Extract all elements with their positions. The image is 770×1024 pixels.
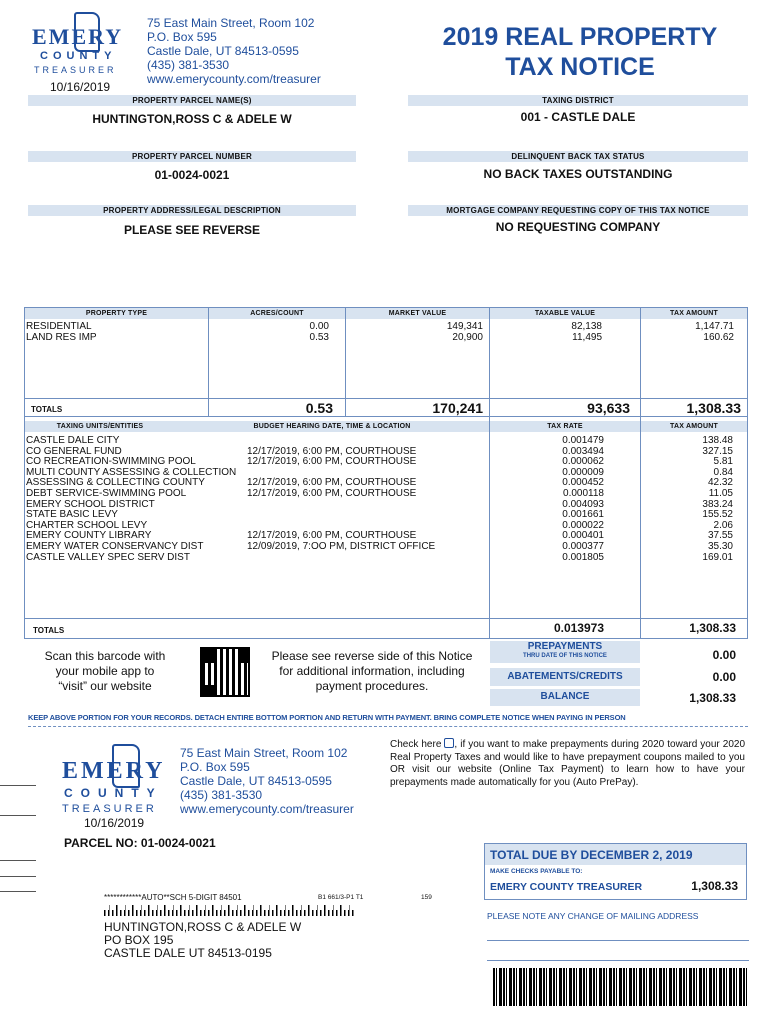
logo-county: COUNTY [64, 786, 163, 800]
cell: 12/17/2019, 6:00 PM, COURTHOUSE [247, 456, 417, 468]
address-line: CASTLE DALE UT 84513-0195 [104, 946, 272, 960]
cell: 0.00 [309, 321, 329, 332]
delinquent-label: DELINQUENT BACK TAX STATUS [408, 151, 748, 162]
col-taxable: TAXABLE VALUE [490, 308, 640, 319]
taxing-district-value: 001 - CASTLE DALE [520, 110, 636, 124]
prepay-text: , if you want to make prepayments during 2020 toward your 2020 Real Property Taxes and would like to have prepayment coupons mailed to you OR visit our website (Online Tax Payment) to learn how to have your prepayments made automatically for you (Auto PrePay). [390, 739, 746, 788]
cell: 0.000022 [562, 519, 604, 531]
address-line: 75 East Main Street, Room 102 [147, 16, 315, 30]
notice-date: 10/16/2019 [50, 80, 111, 94]
logo-county: COUNTY [40, 50, 117, 62]
total-due-label: TOTAL DUE BY DECEMBER 2, 2019 [490, 848, 693, 862]
cell: 149,341 [446, 321, 483, 332]
total-rate: 0.013973 [553, 621, 604, 635]
property-taxable [490, 322, 602, 343]
col-acres: ACRES/COUNT [209, 308, 345, 319]
cell: 0.000452 [562, 477, 604, 489]
address-line: (435) 381-3530 [147, 58, 230, 72]
property-totals-label: TOTALS [31, 405, 63, 414]
county-logo [30, 10, 130, 80]
address-line: www.emerycounty.com/treasurer [180, 802, 354, 816]
prepay-checkbox[interactable] [444, 738, 454, 748]
address-line: P.O. Box 595 [147, 30, 217, 44]
cell: 0.000377 [562, 540, 604, 552]
detach-notice: KEEP ABOVE PORTION FOR YOUR RECORDS. DETACH ENTIRE BOTTOM PORTION AND RETURN WITH PAYMENT. BRING COMPLETE NOTICE WHEN PAYING IN PERSON [28, 713, 626, 722]
property-address-value: PLEASE SEE REVERSE [123, 223, 261, 237]
parcel-number-label: PROPERTY PARCEL NUMBER [28, 151, 356, 162]
stub-parcel-no: PARCEL NO: 01-0024-0021 [64, 836, 216, 850]
title-line: TAX NOTICE [505, 53, 655, 81]
text-line: Please see reverse side of this Notice [271, 649, 473, 663]
address-line: Castle Dale, UT 84513-0595 [180, 774, 332, 788]
cell: 169.01 [702, 551, 733, 563]
prepayments-sub: THRU DATE OF THIS NOTICE [523, 653, 607, 659]
cell: 82,138 [571, 321, 602, 332]
cell: 0.000062 [562, 456, 604, 468]
table-row: RESIDENTIAL [26, 321, 92, 332]
total-levy-amount: 1,308.33 [689, 621, 736, 635]
cell: 35.30 [707, 540, 733, 552]
fold-mark [0, 860, 36, 861]
table-row: CASTLE DALE CITY [26, 435, 120, 446]
mailing-change-note: PLEASE NOTE ANY CHANGE OF MAILING ADDRESS [487, 911, 699, 921]
total-market: 170,241 [432, 400, 483, 416]
text-line: “visit” our website [58, 679, 152, 693]
col-market: MARKET VALUE [346, 308, 489, 319]
total-taxable: 93,633 [587, 400, 630, 416]
stub-address [180, 746, 354, 816]
cell: 12/17/2019, 6:00 PM, COURTHOUSE [247, 477, 417, 489]
parcel-names-value: HUNTINGTON,ROSS C & ADELE W [92, 112, 292, 126]
stub-date: 10/16/2019 [84, 816, 145, 830]
text-line: Scan this barcode with [44, 649, 166, 663]
table-row: LAND RES IMP [26, 331, 97, 343]
payee: EMERY COUNTY TREASURER [490, 881, 643, 893]
mailing-address [104, 921, 301, 960]
cell: 0.001805 [562, 551, 604, 563]
fold-mark [0, 785, 36, 786]
balance-label: BALANCE [540, 691, 590, 702]
page-title [410, 22, 750, 82]
property-address-label: PROPERTY ADDRESS/LEGAL DESCRIPTION [28, 205, 356, 216]
cell: 11,495 [572, 331, 602, 343]
address-line: www.emerycounty.com/treasurer [147, 72, 321, 86]
cell: 37.55 [707, 530, 733, 542]
text-line: your mobile app to [55, 664, 155, 678]
address-line: PO BOX 195 [104, 933, 174, 947]
table-row: DEBT SERVICE-SWIMMING POOL [26, 487, 187, 499]
fold-mark [0, 815, 36, 816]
cell: 327.15 [702, 445, 733, 457]
table-row: EMERY WATER CONSERVANCY DIST [26, 540, 204, 552]
table-row: CASTLE VALLEY SPEC SERV DIST [26, 551, 190, 563]
property-tax [641, 322, 734, 343]
perforation-line[interactable] [28, 726, 748, 727]
balance-value: 1,308.33 [689, 691, 736, 705]
cell: 155.52 [702, 509, 733, 521]
col-taxing-units: TAXING UNITS/ENTITIES [25, 421, 175, 432]
fold-mark [0, 876, 36, 877]
title-line: 2019 REAL PROPERTY [442, 23, 718, 51]
cell: 12/09/2019, 7:OO PM, DISTRICT OFFICE [247, 540, 436, 552]
cell [247, 436, 435, 447]
stub-logo [60, 742, 172, 820]
parcel-number-value: 01-0024-0021 [154, 168, 230, 182]
table-row: CO RECREATION-SWIMMING POOL [26, 456, 196, 468]
cell: 0.000009 [562, 466, 604, 478]
levy-totals-row [24, 618, 748, 639]
postal-barcode-half [104, 905, 354, 910]
levy-hearings [247, 436, 435, 563]
address-line: (435) 381-3530 [180, 788, 263, 802]
cell: 0.001661 [562, 509, 604, 521]
total-acres: 0.53 [305, 400, 333, 416]
abatements-value: 0.00 [712, 670, 736, 684]
prepayments-value: 0.00 [712, 648, 736, 662]
cell: 0.003494 [562, 445, 604, 457]
abatements-label: ABATEMENTS/CREDITS [507, 671, 623, 682]
property-acres [209, 322, 329, 343]
table-row: ASSESSING & COLLECTING COUNTY [26, 477, 205, 489]
cell: 42.32 [707, 477, 733, 489]
cell [247, 500, 435, 511]
cell: 0.53 [309, 331, 329, 343]
parcel-names-label: PROPERTY PARCEL NAME(S) [28, 95, 356, 106]
levy-amounts [641, 436, 733, 563]
taxing-district-label: TAXING DISTRICT [408, 95, 748, 106]
address-change-line[interactable] [487, 940, 749, 941]
cell [247, 553, 435, 564]
payment-barcode [493, 968, 748, 1006]
table-row: CO GENERAL FUND [26, 445, 122, 457]
cell [247, 510, 435, 521]
table-row: CHARTER SCHOOL LEVY [26, 519, 148, 531]
cell: 20,900 [452, 331, 483, 343]
prepayments-label: PREPAYMENTS [527, 641, 603, 652]
scan-barcode-text [30, 649, 180, 694]
property-types [26, 322, 97, 343]
col-hearing: BUDGET HEARING DATE, TIME & LOCATION [175, 421, 489, 432]
mortgage-value: NO REQUESTING COMPANY [495, 220, 661, 234]
property-market [346, 322, 483, 343]
cell: 1,147.71 [695, 321, 734, 332]
table-row: EMERY COUNTY LIBRARY [26, 530, 152, 542]
col-tax-rate: TAX RATE [490, 421, 640, 432]
text-line: payment procedures. [315, 679, 429, 693]
cell: 0.001479 [562, 435, 604, 446]
mortgage-label: MORTGAGE COMPANY REQUESTING COPY OF THIS TAX NOTICE [408, 205, 748, 216]
cell: 383.24 [702, 498, 733, 510]
cell: 5.81 [713, 456, 733, 468]
levy-rates [490, 436, 604, 563]
fold-mark [0, 891, 36, 892]
logo-treasurer: TREASURER [34, 65, 117, 75]
cell: 138.48 [702, 435, 733, 446]
sort-num: 159 [421, 894, 432, 901]
qr-code[interactable] [200, 647, 250, 697]
cell: 12/17/2019, 6:00 PM, COURTHOUSE [247, 530, 417, 542]
col-property-type: PROPERTY TYPE [25, 308, 208, 319]
text-line: for additional information, including [279, 664, 465, 678]
cell: 0.000118 [563, 487, 604, 499]
cell: 12/17/2019, 6:00 PM, COURTHOUSE [247, 487, 417, 499]
address-line: HUNTINGTON,ROSS C & ADELE W [104, 920, 302, 934]
cell: 12/17/2019, 6:00 PM, COURTHOUSE [247, 445, 417, 457]
cell: 11.05 [708, 487, 733, 499]
prepay-text: Check here [390, 739, 442, 750]
logo-map-shape [112, 744, 140, 788]
table-row: EMERY SCHOOL DISTRICT [26, 498, 155, 510]
delinquent-value: NO BACK TAXES OUTSTANDING [483, 167, 673, 181]
logo-emery: EMERY [32, 24, 124, 49]
cell: 2.06 [713, 519, 733, 531]
prepay-instructions [390, 738, 745, 789]
total-due-value: 1,308.33 [691, 879, 738, 893]
address-line: P.O. Box 595 [180, 760, 250, 774]
col-tax-amount: TAX AMOUNT [641, 308, 747, 319]
address-line: Castle Dale, UT 84513-0595 [147, 44, 299, 58]
county-address [147, 16, 321, 86]
cell: 0.84 [713, 466, 733, 478]
table-row: STATE BASIC LEVY [26, 509, 118, 521]
cell: 160.62 [703, 331, 734, 343]
cell: 0.000401 [562, 530, 604, 542]
levy-totals-label: TOTALS [33, 626, 65, 635]
total-tax: 1,308.33 [686, 400, 741, 416]
reverse-side-text [262, 649, 482, 694]
logo-emery: EMERY [62, 758, 166, 784]
col-levy-amount: TAX AMOUNT [641, 421, 747, 432]
table-row: MULTI COUNTY ASSESSING & COLLECTION [26, 466, 237, 478]
make-checks-label: MAKE CHECKS PAYABLE TO: [490, 868, 583, 875]
logo-treasurer: TREASURER [62, 803, 157, 815]
address-line: 75 East Main Street, Room 102 [180, 746, 348, 760]
levy-entities [26, 436, 236, 563]
logo-map-shape [74, 12, 100, 52]
sort-code: B1 661/3-P1 T1 [318, 894, 364, 901]
address-change-line[interactable] [487, 960, 749, 961]
sort-line: ************AUTO**SCH 5-DIGIT 84501 [104, 893, 242, 902]
cell: 0.004093 [562, 498, 604, 510]
